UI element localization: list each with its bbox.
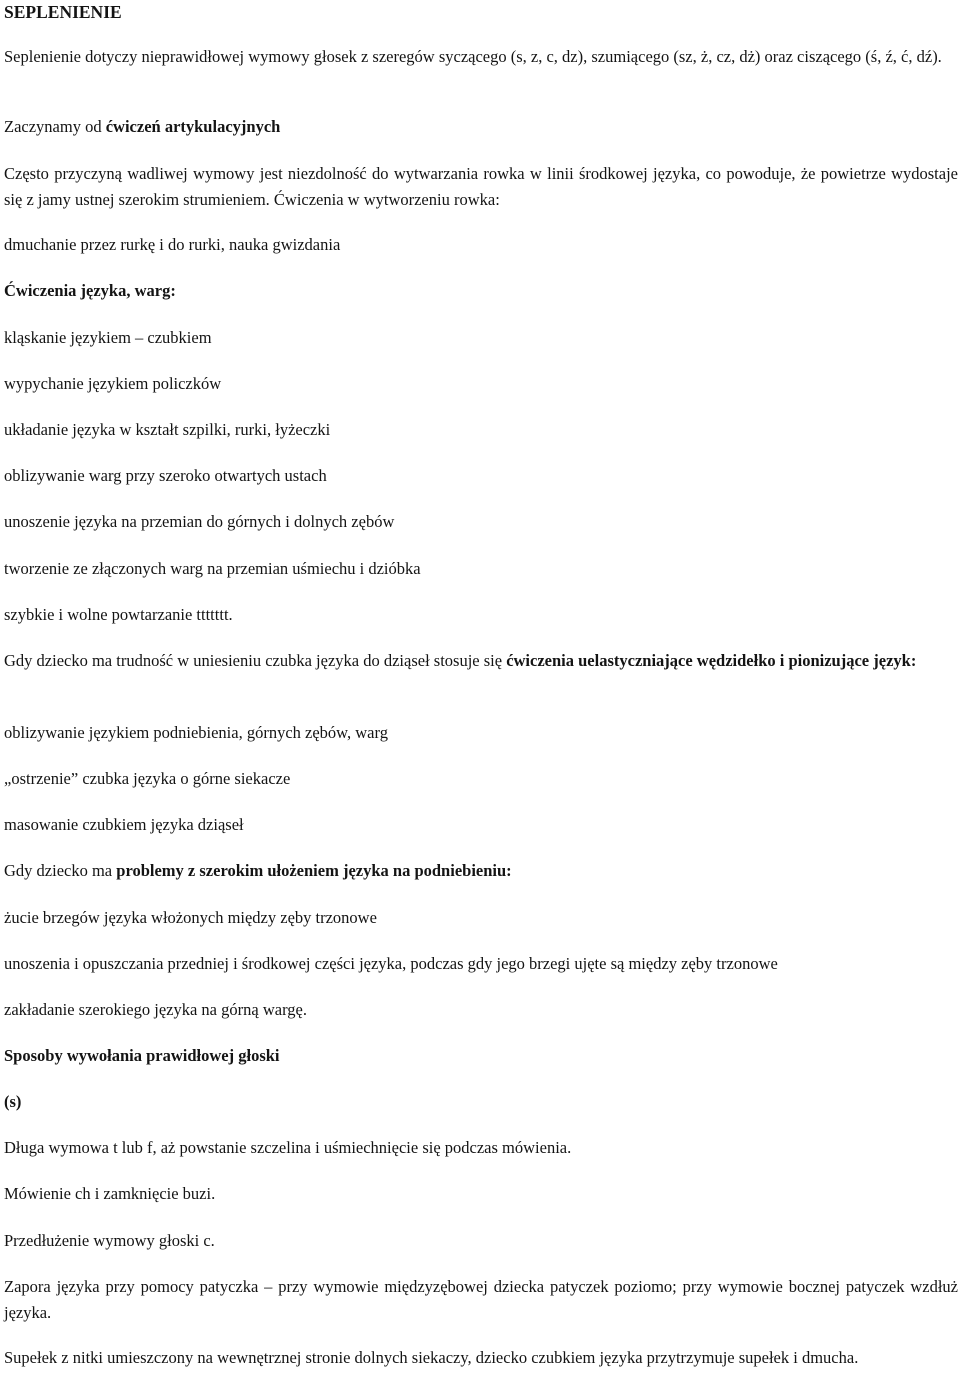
lift-difficulty-paragraph — [4, 648, 958, 674]
knot-paragraph: Supełek z nitki umieszczony na wewnętrznej stronie dolnych siekaczy, dziecko czubkiem języka przytrzymuje supełek i dmucha. — [4, 1348, 859, 1367]
list-item: „ostrzenie” czubka języka o górne siekacze — [4, 769, 291, 788]
list-item: żucie brzegów języka włożonych między zęby trzonowe — [4, 908, 377, 927]
articulation-bold: ćwiczeń artykulacyjnych — [105, 117, 281, 136]
document-title: SEPLENIENIE — [4, 2, 122, 22]
list-item: Długa wymowa t lub f, aż powstanie szczelina i uśmiechnięcie się podczas mówienia. — [4, 1138, 572, 1157]
wide-tongue-line — [4, 858, 958, 884]
wide-tongue-bold: problemy z szerokim ułożeniem języka na podniebieniu: — [116, 861, 512, 880]
list-item: szybkie i wolne powtarzanie ttttttt. — [4, 605, 233, 624]
list-item: unoszenie języka na przemian do górnych i dolnych zębów — [4, 512, 395, 531]
lift-difficulty-bold: ćwiczenia uelastyczniające wędzidełko i pionizujące język: — [506, 651, 917, 670]
articulation-prefix: Zaczynamy od — [4, 117, 106, 136]
groove-exercises: dmuchanie przez rurkę i do rurki, nauka gwizdania — [4, 235, 341, 254]
list-item: wypychanie językiem policzków — [4, 374, 222, 393]
articulation-line — [4, 114, 958, 140]
list-item: masowanie czubkiem języka dziąseł — [4, 815, 244, 834]
sound-label: (s) — [4, 1092, 22, 1111]
list-item: Przedłużenie wymowy głoski c. — [4, 1231, 215, 1250]
lift-difficulty-prefix: Gdy dziecko ma trudność w uniesieniu czubka języka do dziąseł stosuje się — [4, 651, 507, 670]
list-item: kląskanie językiem – czubkiem — [4, 328, 212, 347]
list-item: oblizywanie warg przy szeroko otwartych ustach — [4, 466, 327, 485]
list-item: oblizywanie językiem podniebienia, górnych zębów, warg — [4, 723, 388, 742]
methods-heading: Sposoby wywołania prawidłowej głoski — [4, 1046, 280, 1065]
cause-paragraph: Często przyczyną wadliwej wymowy jest niezdolność do wytwarzania rowka w linii środkowej języka, co powoduje, że powietrze wydostaje się z jamy ustnej szerokim strumieniem. Ćwiczenia w wytworzeniu rowka: — [4, 164, 958, 209]
list-item: układanie języka w kształt szpilki, rurki, łyżeczki — [4, 420, 331, 439]
tongue-lips-heading: Ćwiczenia języka, warg: — [4, 281, 176, 300]
wide-tongue-prefix: Gdy dziecko ma — [4, 861, 117, 880]
spatula-paragraph: Zapora języka przy pomocy patyczka – przy wymowie międzyzębowej dziecka patyczek poziomo; przy wymowie bocznej patyczek wzdłuż języka. — [4, 1277, 958, 1322]
list-item: tworzenie ze złączonych warg na przemian uśmiechu i dzióbka — [4, 559, 421, 578]
list-item: zakładanie szerokiego języka na górną wargę. — [4, 1000, 307, 1019]
list-item: unoszenia i opuszczania przedniej i środkowej części języka, podczas gdy jego brzegi ujęte są między zęby trzonowe — [4, 954, 778, 973]
intro-paragraph: Seplenienie dotyczy nieprawidłowej wymowy głosek z szeregów syczącego (s, z, c, dz), szumiącego (sz, ż, cz, dż) oraz ciszącego (ś, ź, ć, dź). — [4, 47, 942, 66]
list-item: Mówienie ch i zamknięcie buzi. — [4, 1184, 216, 1203]
